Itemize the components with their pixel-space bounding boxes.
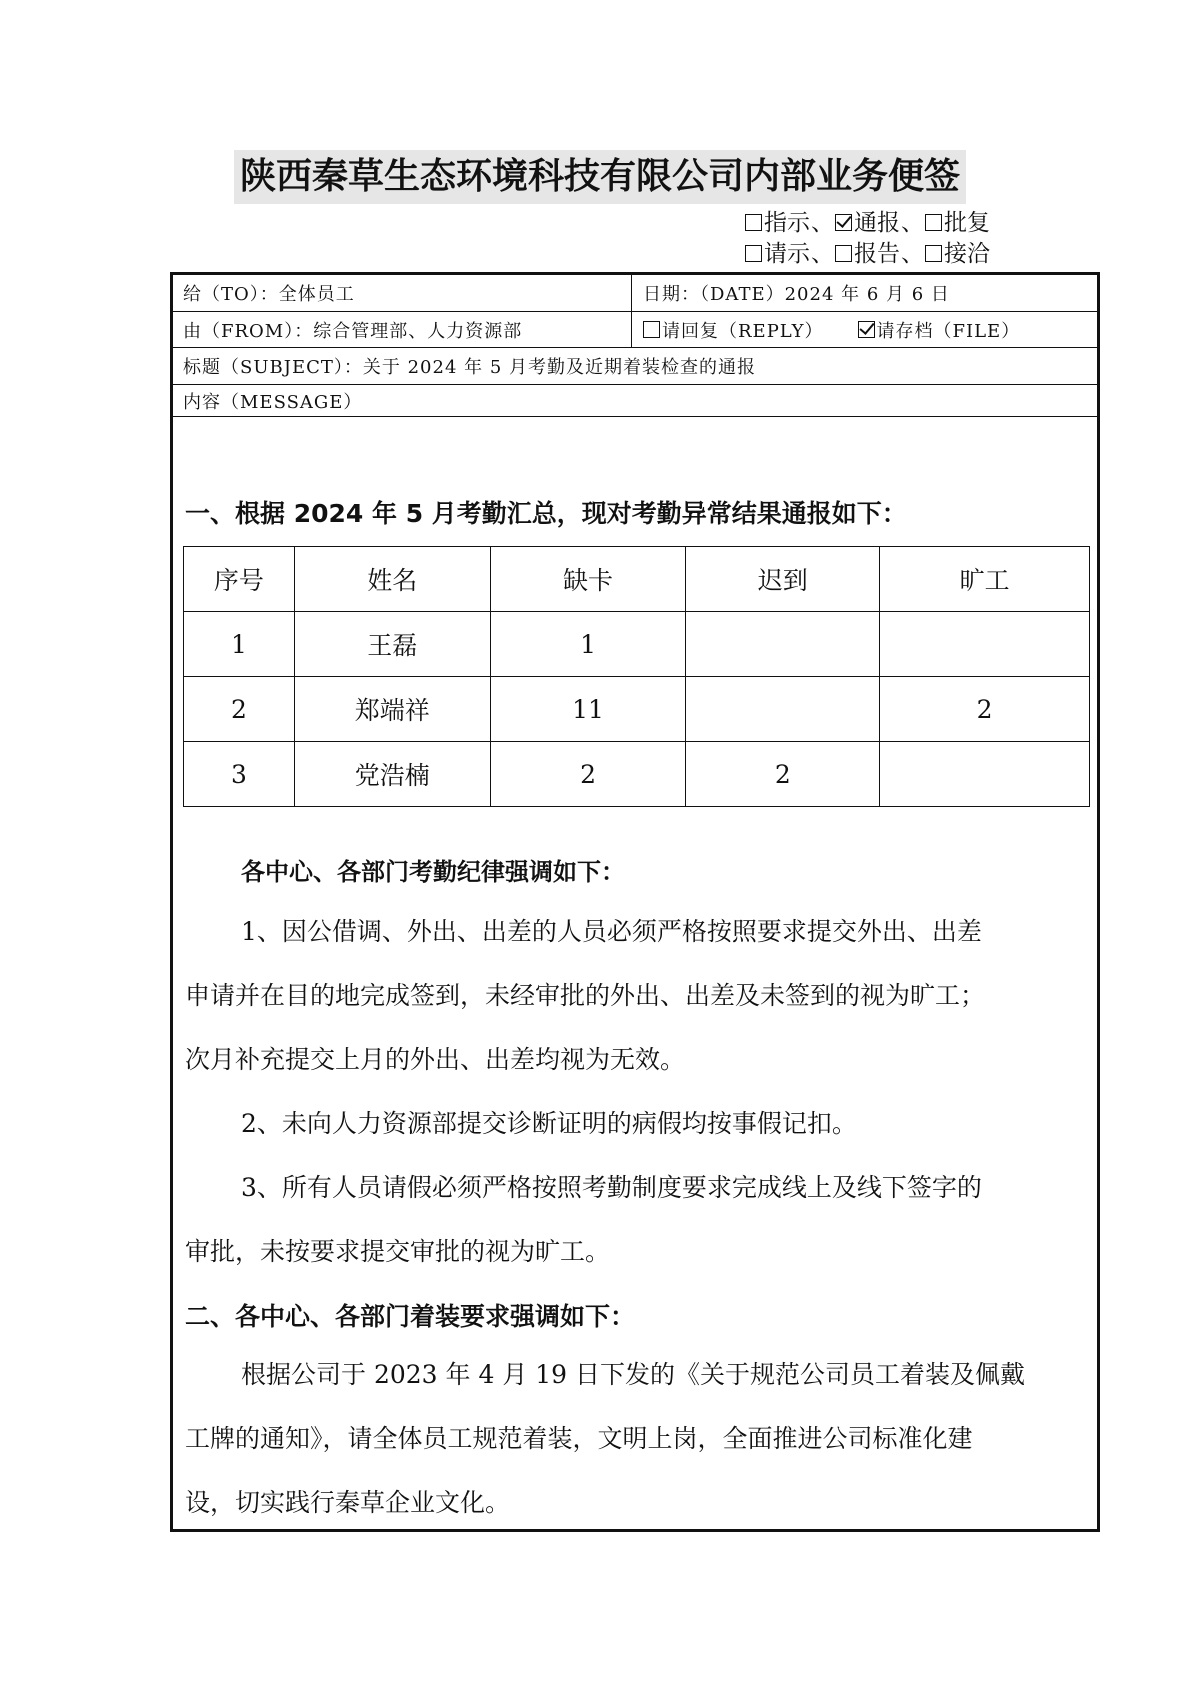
column-header: 迟到 (686, 547, 880, 612)
doc-type-label: 请示 (764, 241, 810, 267)
header-row-from (173, 312, 1097, 348)
table-cell: 11 (490, 677, 686, 742)
table-cell: 王磊 (294, 612, 490, 677)
separator: 、 (901, 241, 924, 267)
checkbox-icon[interactable] (925, 245, 942, 262)
table-cell: 2 (686, 742, 880, 807)
table-cell: 郑端祥 (294, 677, 490, 742)
column-header: 缺卡 (490, 547, 686, 612)
checkbox-icon[interactable] (745, 214, 762, 231)
table-cell: 3 (184, 742, 295, 807)
table-cell: 1 (490, 612, 686, 677)
document-type-options (745, 208, 990, 270)
table-cell: 党浩楠 (294, 742, 490, 807)
text-line: 工牌的通知》，请全体员工规范着装，文明上岗，全面推进公司标准化建 (185, 1424, 973, 1453)
table-cell (686, 677, 880, 742)
table-cell: 2 (880, 677, 1090, 742)
table-header-row (184, 547, 1090, 612)
message-label: 内容（MESSAGE） (183, 391, 363, 413)
table-row (184, 742, 1090, 807)
separator: 、 (901, 210, 924, 236)
column-header: 旷工 (880, 547, 1090, 612)
checkbox-checked-icon[interactable] (858, 321, 875, 338)
attendance-table (183, 546, 1090, 807)
table-cell (880, 612, 1090, 677)
text-line: 次月补充提交上月的外出、出差均视为无效。 (185, 1045, 686, 1074)
to-field: 给（TO）：全体员工 (183, 284, 355, 305)
text-line: 2、未向人力资源部提交诊断证明的病假均按事假记扣。 (241, 1109, 857, 1138)
reply-file-options (633, 312, 1020, 347)
reply-label: 请回复（REPLY） (662, 320, 824, 342)
divider (631, 275, 632, 311)
rule-item-1 (185, 900, 1085, 1092)
doc-type-label: 通报 (854, 210, 900, 236)
attendance-rules-heading: 各中心、各部门考勤纪律强调如下： (241, 858, 625, 886)
title-wrap (0, 150, 1200, 204)
text-line: 审批，未按要求提交审批的视为旷工。 (185, 1237, 611, 1266)
text-line: 根据公司于 2023 年 4 月 19 日下发的《关于规范公司员工着装及佩戴 (241, 1360, 1026, 1389)
column-header: 序号 (184, 547, 295, 612)
table-cell (880, 742, 1090, 807)
date-field: 日期：（DATE）2024 年 6 月 6 日 (643, 284, 950, 305)
table-row (184, 677, 1090, 742)
doc-type-label: 批复 (944, 210, 990, 236)
checkbox-icon[interactable] (643, 321, 660, 338)
table-cell: 2 (184, 677, 295, 742)
text-line: 申请并在目的地完成签到，未经审批的外出、出差及未签到的视为旷工； (185, 981, 986, 1010)
rule-item-2 (185, 1092, 1085, 1156)
header-row-to (173, 275, 1097, 312)
text-line: 设，切实践行秦草企业文化。 (185, 1488, 511, 1517)
subject-field: 标题（SUBJECT）：关于 2024 年 5 月考勤及近期着装检查的通报 (183, 357, 757, 378)
memo-frame (170, 272, 1100, 1532)
section-1-heading: 一、根据 2024 年 5 月考勤汇总，现对考勤异常结果通报如下： (185, 499, 907, 528)
separator: 、 (811, 210, 834, 236)
text-line: 3、所有人员请假必须严格按照考勤制度要求完成线上及线下签字的 (241, 1173, 982, 1202)
checkbox-icon[interactable] (835, 245, 852, 262)
doc-type-label: 接洽 (944, 241, 990, 267)
header-row-message (173, 385, 1097, 417)
dress-code-body (185, 1343, 1085, 1535)
doc-type-label: 指示 (764, 210, 810, 236)
table-cell: 2 (490, 742, 686, 807)
section-2-heading: 二、各中心、各部门着装要求强调如下： (185, 1302, 636, 1331)
from-field: 由（FROM）：综合管理部、人力资源部 (183, 320, 523, 342)
checkbox-icon[interactable] (925, 214, 942, 231)
doc-type-label: 报告 (854, 241, 900, 267)
header-row-subject (173, 348, 1097, 385)
doc-type-row-1 (745, 208, 990, 239)
table-cell (686, 612, 880, 677)
doc-type-row-2 (745, 239, 990, 270)
checkbox-icon[interactable] (745, 245, 762, 262)
column-header: 姓名 (294, 547, 490, 612)
separator: 、 (811, 241, 834, 267)
table-cell: 1 (184, 612, 295, 677)
file-label: 请存档（FILE） (876, 320, 1021, 342)
divider (631, 312, 632, 347)
table-row (184, 612, 1090, 677)
text-line: 1、因公借调、外出、出差的人员必须严格按照要求提交外出、出差 (241, 917, 982, 946)
page-title: 陕西秦草生态环境科技有限公司内部业务便签 (234, 150, 966, 204)
checkbox-checked-icon[interactable] (835, 214, 852, 231)
rule-item-3 (185, 1156, 1085, 1284)
